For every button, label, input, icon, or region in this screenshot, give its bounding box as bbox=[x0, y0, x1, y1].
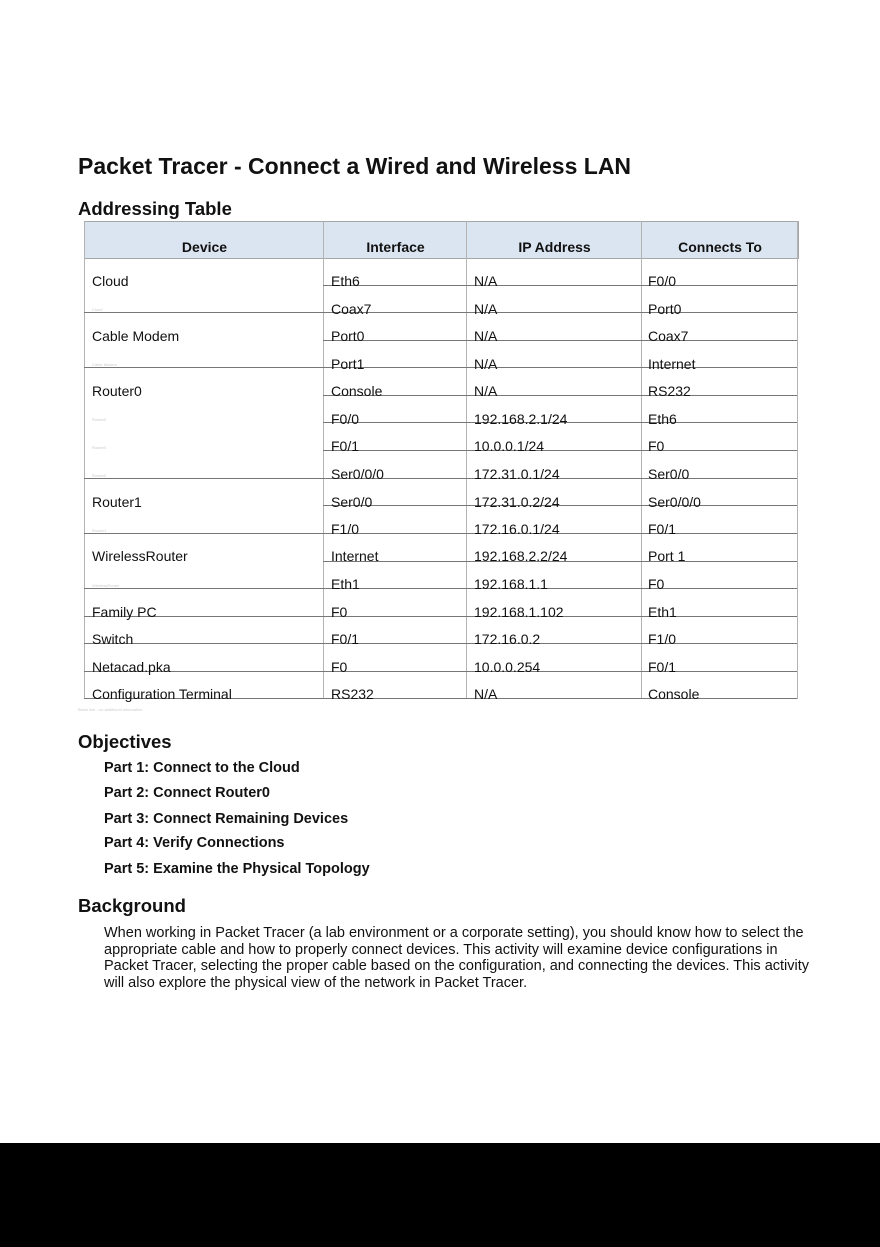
cell-interface: Port0 bbox=[331, 328, 365, 344]
row-divider bbox=[84, 616, 797, 617]
row-divider bbox=[323, 505, 797, 506]
cell-interface: Port1 bbox=[331, 356, 365, 372]
column-divider bbox=[323, 221, 324, 699]
column-header-device: Device bbox=[181, 239, 228, 255]
cell-connects-to: F0 bbox=[648, 438, 665, 454]
cell-ip: 10.0.0.1/24 bbox=[474, 438, 545, 454]
addressing-table-heading: Addressing Table bbox=[78, 198, 232, 219]
cell-connects-to: F0/0 bbox=[648, 273, 677, 289]
black-bottom-bar bbox=[0, 1143, 880, 1247]
objective-item: Part 3: Connect Remaining Devices bbox=[104, 811, 349, 827]
cell-connects-to: F1/0 bbox=[648, 631, 677, 647]
cell-ip: 192.168.1.1 bbox=[474, 576, 548, 592]
cell-ip: N/A bbox=[474, 356, 498, 372]
cell-connects-to: Internet bbox=[648, 356, 696, 372]
cell-device: WirelessRouter bbox=[92, 548, 188, 564]
cell-connects-to: F0 bbox=[648, 576, 665, 592]
objective-item: Part 2: Connect Router0 bbox=[104, 785, 270, 801]
cell-interface: F0/0 bbox=[331, 411, 360, 427]
row-divider bbox=[84, 643, 797, 644]
faint-footnote: Blank line - no additional information bbox=[78, 707, 143, 712]
row-divider bbox=[84, 312, 797, 313]
row-divider bbox=[84, 478, 797, 479]
cell-ip: 10.0.0.254 bbox=[474, 659, 541, 675]
faint-label: Cable Modem bbox=[92, 362, 117, 367]
cell-interface: F0 bbox=[331, 604, 348, 620]
cell-connects-to: Eth6 bbox=[648, 411, 677, 427]
cell-connects-to: F0/1 bbox=[648, 659, 677, 675]
page-title: Packet Tracer - Connect a Wired and Wireless LAN bbox=[78, 153, 632, 179]
column-header-interface: Interface bbox=[366, 239, 425, 255]
cell-interface: F0 bbox=[331, 659, 348, 675]
cell-interface: F0/1 bbox=[331, 438, 360, 454]
cell-ip: N/A bbox=[474, 686, 498, 702]
cell-ip: N/A bbox=[474, 273, 498, 289]
cell-connects-to: F0/1 bbox=[648, 521, 677, 537]
cell-interface: Console bbox=[331, 383, 383, 399]
cell-interface: Internet bbox=[331, 548, 379, 564]
cell-device: Switch bbox=[92, 631, 134, 647]
cell-ip: 172.31.0.2/24 bbox=[474, 494, 560, 510]
cell-device: Router1 bbox=[92, 494, 142, 510]
column-header-connects-to: Connects To bbox=[678, 239, 762, 255]
cell-ip: 172.31.0.1/24 bbox=[474, 466, 560, 482]
cell-connects-to: Port 1 bbox=[648, 548, 686, 564]
cell-ip: 192.168.2.1/24 bbox=[474, 411, 568, 427]
objective-item: Part 5: Examine the Physical Topology bbox=[104, 861, 370, 877]
faint-label: Router1 bbox=[92, 528, 107, 533]
faint-label: Router0 bbox=[92, 445, 107, 450]
cell-connects-to: Port0 bbox=[648, 301, 682, 317]
background-heading: Background bbox=[78, 895, 186, 916]
cell-interface: F0/1 bbox=[331, 631, 360, 647]
cell-connects-to: Console bbox=[648, 686, 700, 702]
cell-device: Netacad.pka bbox=[92, 659, 171, 675]
cell-interface: RS232 bbox=[331, 686, 374, 702]
cell-ip: N/A bbox=[474, 328, 498, 344]
cell-connects-to: Eth1 bbox=[648, 604, 677, 620]
row-divider bbox=[323, 395, 797, 396]
cell-ip: 192.168.1.102 bbox=[474, 604, 564, 620]
cell-ip: 192.168.2.2/24 bbox=[474, 548, 568, 564]
objectives-heading: Objectives bbox=[78, 731, 172, 752]
cell-connects-to: Ser0/0/0 bbox=[648, 494, 701, 510]
row-divider bbox=[84, 533, 797, 534]
cell-interface: Ser0/0 bbox=[331, 494, 373, 510]
row-divider bbox=[323, 285, 797, 286]
cell-connects-to: Ser0/0 bbox=[648, 466, 690, 482]
table-header bbox=[84, 221, 799, 259]
cell-device: Configuration Terminal bbox=[92, 686, 232, 702]
column-divider bbox=[466, 221, 467, 699]
addressing-table bbox=[84, 221, 798, 702]
table-border-right bbox=[797, 221, 798, 699]
cell-device: Cloud bbox=[92, 273, 129, 289]
table-border-left bbox=[84, 221, 85, 699]
cell-device: Cable Modem bbox=[92, 328, 180, 344]
cell-connects-to: RS232 bbox=[648, 383, 691, 399]
background-paragraph: When working in Packet Tracer (a lab environment or a corporate setting), you should know how to select the appropriate cable and how to properly connect devices. This activity will examine device configurations in Packet Tracer, selecting the proper cable based on the configuration, and connecting the devices. This activity will also explore the physical view of the network in Packet Tracer. bbox=[104, 925, 810, 991]
cell-connects-to: Coax7 bbox=[648, 328, 689, 344]
faint-label: Cloud bbox=[92, 307, 103, 312]
row-divider bbox=[323, 340, 797, 341]
column-header-ip-address: IP Address bbox=[518, 239, 591, 255]
cell-device: Router0 bbox=[92, 383, 142, 399]
row-divider bbox=[84, 588, 797, 589]
cell-interface: Coax7 bbox=[331, 301, 372, 317]
cell-ip: N/A bbox=[474, 301, 498, 317]
faint-label: Router0 bbox=[92, 473, 107, 478]
cell-ip: N/A bbox=[474, 383, 498, 399]
column-divider bbox=[641, 221, 642, 699]
row-divider bbox=[84, 671, 797, 672]
faint-label: Router0 bbox=[92, 417, 107, 422]
row-divider bbox=[323, 450, 797, 451]
cell-ip: 172.16.0.1/24 bbox=[474, 521, 560, 537]
cell-ip: 172.16.0.2 bbox=[474, 631, 541, 647]
cell-interface: Ser0/0/0 bbox=[331, 466, 384, 482]
objective-item: Part 4: Verify Connections bbox=[104, 835, 285, 851]
cell-device: Family PC bbox=[92, 604, 157, 620]
objective-item: Part 1: Connect to the Cloud bbox=[104, 760, 300, 776]
faint-label: WirelessRouter bbox=[92, 583, 120, 588]
cell-interface: Eth6 bbox=[331, 273, 360, 289]
cell-interface: F1/0 bbox=[331, 521, 360, 537]
cell-interface: Eth1 bbox=[331, 576, 360, 592]
